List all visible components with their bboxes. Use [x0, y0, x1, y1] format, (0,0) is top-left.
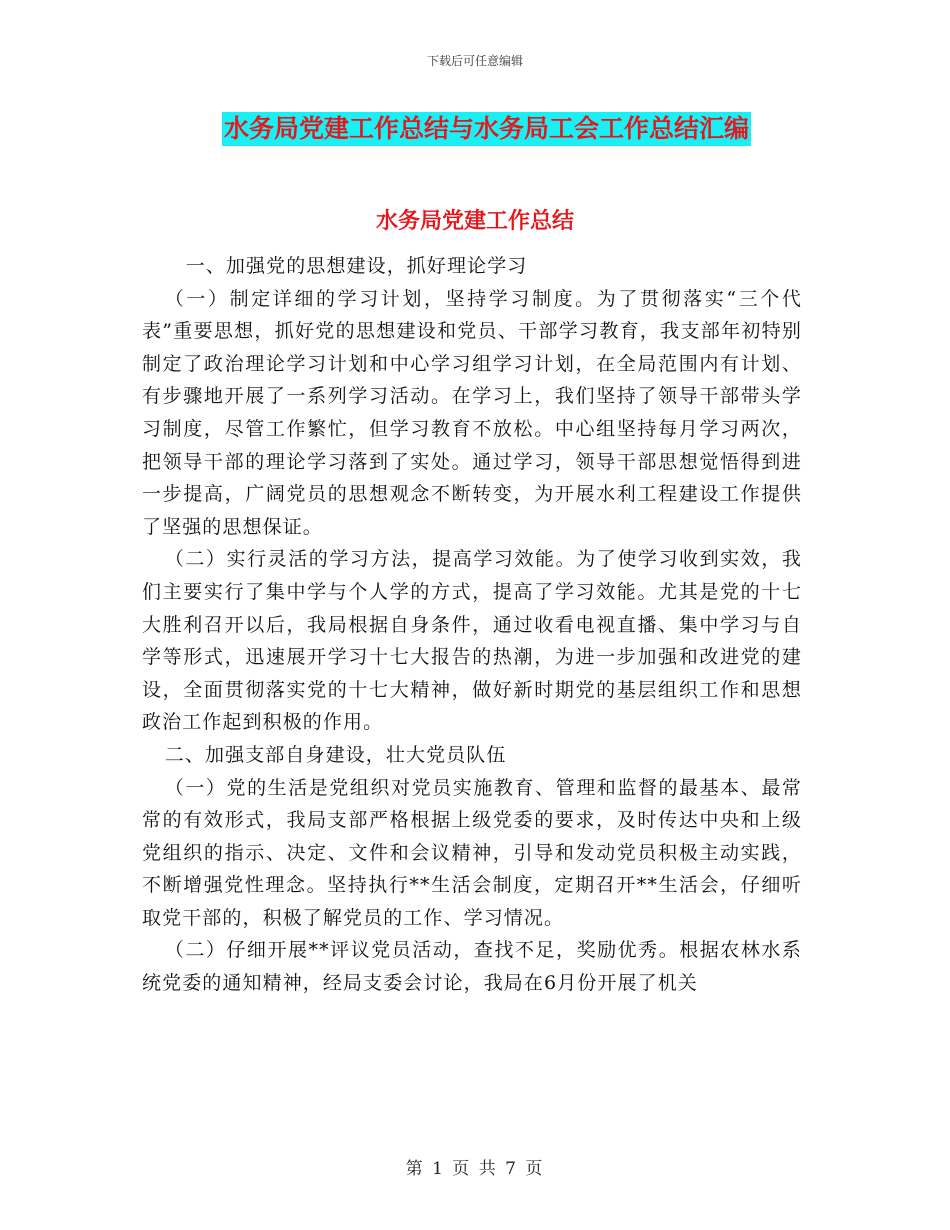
paragraph: （二）实行灵活的学习方法，提高学习效能。为了使学习收到实效，我们主要实行了集中学与个人学的方式，提高了学习效能。尤其是党的十七大胜利召开以后，我局根据自身条件，通过收看电视直播、集中学习与自学等形式，迅速展开学习十七大报告的热潮，为进一步加强和改进党的建设，全面贯彻落实党的十七大精神，做好新时期党的基层组织工作和思想政治工作起到积极的作用。	[142, 548, 802, 734]
document-sub-title: 水务局党建工作总结	[375, 208, 574, 234]
download-note: 下载后可任意编辑	[426, 54, 523, 68]
paragraph: （二）仔细开展**评议党员活动，查找不足，奖励优秀。根据农林水系统党委的通知精神，经局支委会讨论，我局在6月份开展了机关	[142, 939, 802, 995]
page-number: 第 1 页 共 7 页	[405, 1159, 545, 1179]
paragraph: （一）党的生活是党组织对党员实施教育、管理和监督的最基本、最常常的有效形式，我局支部严格根据上级党委的要求，及时传达中央和上级党组织的指示、决定、文件和会议精神，引导和发动党员积极主动实践，不断增强党性理念。坚持执行**生活会制度，定期召开**生活会，仔细听取党干部的，积极了解党员的工作、学习情况。	[142, 776, 802, 929]
section-heading: 二、加强支部自身建设，壮大党员队伍	[164, 743, 507, 766]
paragraph: （一）制定详细的学习计划，坚持学习制度。为了贯彻落实“三个代表”重要思想，抓好党的思想建设和党员、干部学习教育，我支部年初特别制定了政治理论学习计划和中心学习组学习计划，在全局范围内有计划、有步骤地开展了一系列学习活动。在学习上，我们坚持了领导干部带头学习制度，尽管工作繁忙，但学习教育不放松。中心组坚持每月学习两次，把领导干部的理论学习落到了实处。通过学习，领导干部思想觉悟得到进一步提高，广阔党员的思想观念不断转变，为开展水利工程建设工作提供了坚强的思想保证。	[142, 287, 802, 538]
section-heading: 一、加强党的思想建设，抓好理论学习	[185, 255, 528, 277]
document-main-title: 水务局党建工作总结与水务局工会工作总结汇编	[222, 112, 751, 146]
document-body	[142, 250, 802, 1000]
